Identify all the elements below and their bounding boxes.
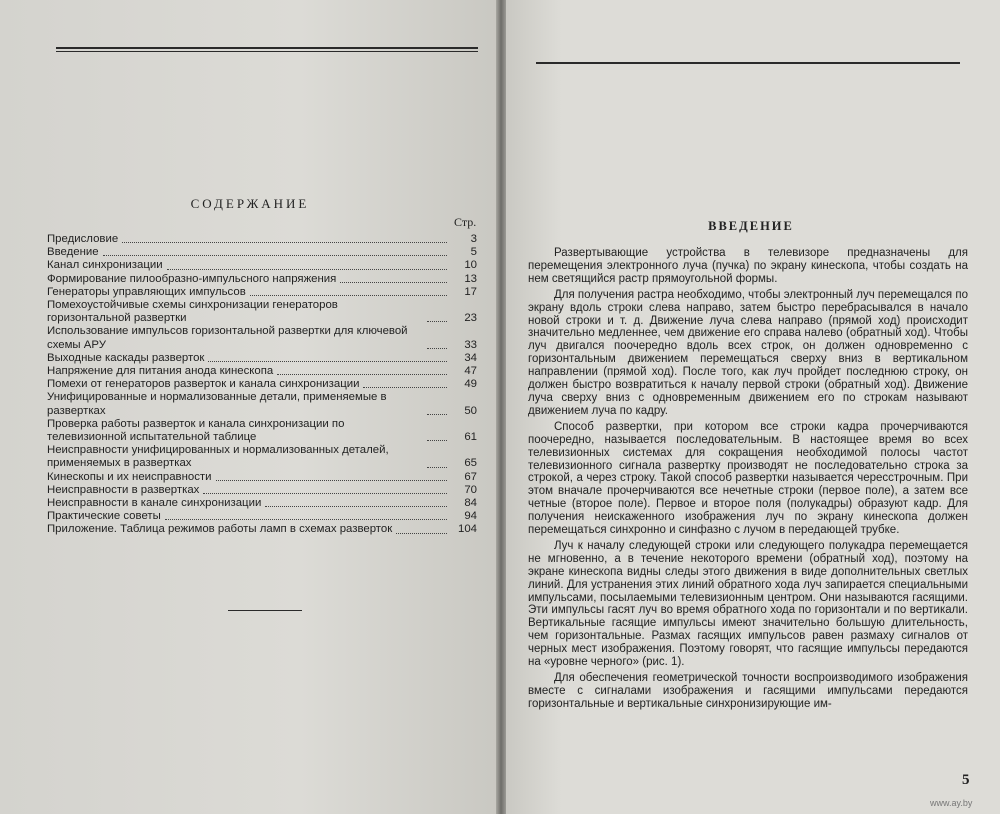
toc-entry-page: 61 xyxy=(464,431,477,444)
toc-entry-title: Использование импульсов горизонтальной развертки для ключевой схемы АРУ xyxy=(47,325,408,351)
toc-leader-dots xyxy=(427,440,447,441)
paragraph: Для получения растра необходимо, чтобы электронный луч перемещался по экрану вдоль строки слева направо, затем быстро перебрасывался в начало новой строки и т. д. Движение луча слева направо (прямой ход) происходит значительно медленнее, чем движение его справа налево (обратный ход). Чтобы луч двигался поочередно вдоль всех строк, он должен одновременно с горизонтальным движением перемещаться сверху вниз в вертикальном направлении (прямой ход). После того, как луч пройдет последнюю строку, он должен быстро возвратиться к началу первой строки (обратный ход). Движение луча сверху вниз с одновременным движением его по строкам называют движением луча по кадру. xyxy=(528,288,968,417)
toc-leader-dots xyxy=(340,282,447,283)
toc-page-header: Стр. xyxy=(454,215,477,229)
toc-entry-page: 67 xyxy=(464,470,477,483)
toc-entry-page: 84 xyxy=(464,497,477,510)
toc-leader-dots xyxy=(396,533,447,534)
toc-leader-dots xyxy=(265,506,447,507)
toc-entry-title: Проверка работы разверток и канала синхронизации по телевизионной испытательной таблице xyxy=(47,417,345,444)
toc-entry-title: Выходные каскады разверток xyxy=(47,351,205,364)
toc-entry xyxy=(47,233,477,246)
toc-entry-title: Формирование пилообразно-импульсного напряжения xyxy=(47,272,337,285)
toc-entry-title: Кинескопы и их неисправности xyxy=(47,470,212,483)
toc-entry-page: 104 xyxy=(457,523,477,536)
toc-title: СОДЕРЖАНИЕ xyxy=(190,196,310,211)
toc-entry-title: Генераторы управляющих импульсов xyxy=(47,285,246,298)
toc-leader-dots xyxy=(363,387,447,388)
toc-entry xyxy=(47,352,477,365)
toc-leader-dots xyxy=(427,414,447,415)
toc-entry-page: 50 xyxy=(464,404,477,417)
toc-entry xyxy=(47,444,477,470)
toc-entry-page: 47 xyxy=(464,365,477,378)
book-gutter xyxy=(496,0,506,814)
left-top-rule-inner xyxy=(56,51,478,52)
toc-entry-title: Приложение. Таблица режимов работы ламп в схемах разверток xyxy=(47,523,393,536)
toc-entry-title: Канал синхронизации xyxy=(47,259,163,272)
paragraph: Луч к началу следующей строки или следующего полукадра перемещается не мгновенно, а в течение некоторого времени (обратный ход), поэтому на экране кинескопа видны следы этого движения в виде дополнительных светлых линий. Для устранения этих линий обратного хода луч запирается специальными импульсами, посылаемыми телевизионным центром. Они называются гасящими. Эти импульсы гасят луч во время обратного хода по горизонтали и по вертикали. Вертикальные гасящие импульсы имеют значительно большую длительность, чем горизонтальные. Размах гасящих импульсов равен размаху сигналов от черных мест изображения. Поэтому говорят, что гасящие импульсы передаются на «уровне черного» (рис. 1). xyxy=(528,539,968,669)
toc-entry xyxy=(47,273,477,286)
toc-entry-page: 34 xyxy=(464,351,477,364)
toc-entry-page: 94 xyxy=(464,510,477,523)
toc-entry xyxy=(47,418,477,444)
toc-entry-title: Помехоустойчивые схемы синхронизации генераторов горизонтальной развертки xyxy=(47,299,338,325)
toc-entry xyxy=(47,286,477,299)
toc-end-rule xyxy=(228,610,302,611)
toc-entry xyxy=(47,365,477,378)
toc-leader-dots xyxy=(103,255,447,256)
toc-leader-dots xyxy=(427,321,447,322)
toc-leader-dots xyxy=(165,519,447,520)
toc-entry xyxy=(47,497,477,510)
toc-leader-dots xyxy=(203,493,447,494)
toc-entry xyxy=(47,471,477,484)
toc-entry-title: Неисправности в канале синхронизации xyxy=(47,497,262,510)
toc-entry-page: 70 xyxy=(464,483,477,496)
toc-entry xyxy=(47,259,477,272)
toc-leader-dots xyxy=(427,467,447,468)
toc-entry-title: Введение xyxy=(47,246,99,259)
toc-leader-dots xyxy=(277,374,447,375)
chapter-body xyxy=(528,247,968,714)
toc-leader-dots xyxy=(122,242,447,243)
toc-entry xyxy=(47,510,477,523)
toc-entry xyxy=(47,378,477,391)
toc-leader-dots xyxy=(427,348,447,349)
right-top-rule xyxy=(536,62,960,64)
toc-entry-page: 17 xyxy=(464,285,477,298)
toc-entry-title: Напряжение для питания анода кинескопа xyxy=(47,365,274,378)
toc-entry xyxy=(47,391,477,417)
toc-entry-title: Неисправности в развертках xyxy=(47,483,200,496)
toc-leader-dots xyxy=(208,361,447,362)
page-number: 5 xyxy=(962,772,970,788)
toc-entry-page: 10 xyxy=(464,259,477,272)
toc-entry xyxy=(47,299,477,325)
toc-entry-page: 13 xyxy=(464,272,477,285)
toc-entry-title: Неисправности унифицированных и нормализованных деталей, применяемых в развертках xyxy=(47,444,389,470)
toc-entry-page: 5 xyxy=(470,246,477,259)
toc-entry xyxy=(47,523,477,536)
toc-entry-title: Практические советы xyxy=(47,510,161,523)
paragraph: Для обеспечения геометрической точности воспроизводимого изображения вместе с сигналами изображения и гасящими импульсами передаются горизонтальные и вертикальные синхронизирующие им- xyxy=(528,672,968,710)
toc-entry-page: 33 xyxy=(464,338,477,351)
toc-entry xyxy=(47,484,477,497)
toc-entry xyxy=(47,246,477,259)
watermark: www.ay.by xyxy=(930,798,973,808)
toc-leader-dots xyxy=(250,295,447,296)
toc-leader-dots xyxy=(167,269,447,270)
toc-entry-title: Предисловие xyxy=(47,233,119,245)
left-top-rule xyxy=(56,47,478,49)
chapter-title: ВВЕДЕНИЕ xyxy=(708,219,794,233)
table-of-contents xyxy=(47,233,477,537)
toc-entry-title: Помехи от генераторов разверток и канала синхронизации xyxy=(47,378,360,391)
toc-entry-title: Унифицированные и нормализованные детали, применяемые в развертках xyxy=(47,391,387,417)
paragraph: Способ развертки, при котором все строки кадра прочерчиваются поочередно, называется последовательным. В настоящее время во всех телевизионных системах для сокращения необходимой полосы частот телевизионного сигнала развертку производят не последовательно строка за строкой, а через строку. Такой способ развертки называется чересстрочным. При этом вначале прочерчиваются все нечетные строки (первое поле), а затем все четные (второе поле). Первое и второе поля (полукадры) образуют кадр. Для получения неискаженного изображения луч по экрану кинескопа должен перемещаться синхронно и синфазно с лучом в передающей трубке. xyxy=(528,420,968,537)
toc-entry-page: 23 xyxy=(464,312,477,325)
toc-entry-page: 49 xyxy=(464,378,477,391)
paragraph: Развертывающие устройства в телевизоре предназначены для перемещения электронного луча (пучка) по экрану кинескопа, чтобы создать на нем светящийся растр прямоугольной формы. xyxy=(528,247,968,285)
toc-entry xyxy=(47,325,477,351)
toc-entry-page: 65 xyxy=(464,457,477,470)
toc-leader-dots xyxy=(216,480,447,481)
toc-entry-page: 3 xyxy=(470,233,477,245)
